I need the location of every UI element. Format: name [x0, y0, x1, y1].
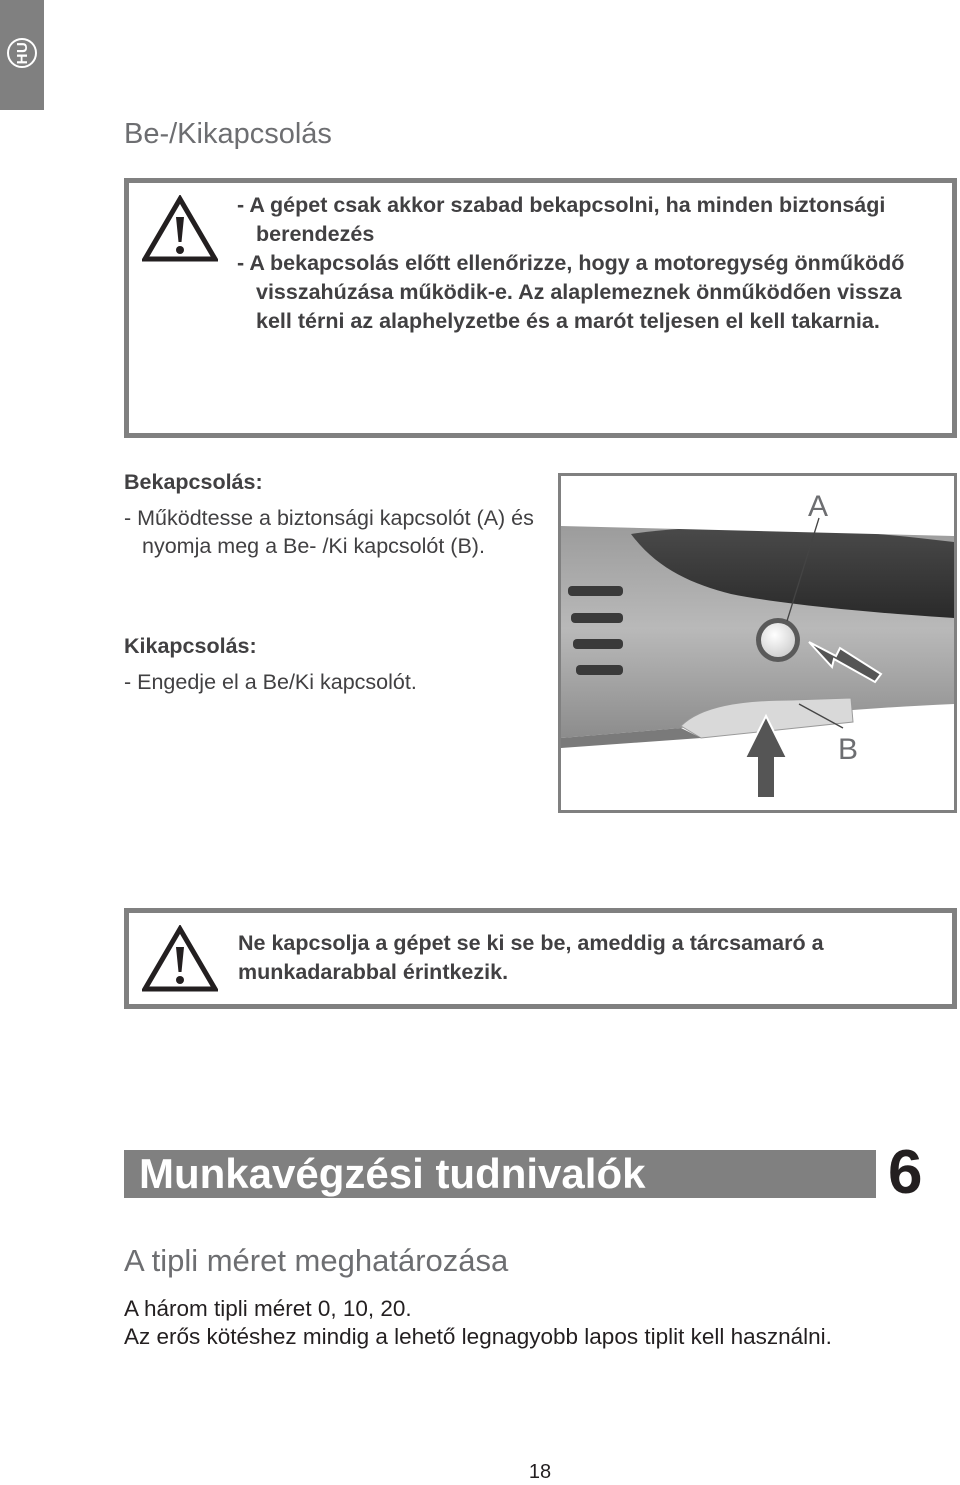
switch-figure: [558, 473, 957, 813]
warning-list: [238, 929, 938, 987]
dowel-size-text: [124, 1295, 832, 1351]
warning-box-contact: [124, 908, 957, 1009]
switch-off-block: [124, 632, 544, 696]
figure-label-a: A: [808, 490, 829, 523]
warning-box-safety: [124, 178, 957, 438]
warning-list: [237, 191, 937, 336]
tool-illustration: [561, 476, 954, 810]
chapter-title: Munkavégzési tudnivalók: [139, 1150, 646, 1197]
switch-on-heading: Bekapcsolás:: [124, 470, 263, 494]
chapter-bar: [124, 1150, 876, 1198]
language-tab: [0, 0, 44, 110]
page-number: 18: [528, 1461, 552, 1483]
chapter-number: 6: [888, 1138, 923, 1207]
warning-line: - A gépet csak akkor szabad bekapcsolni, ha minden biztonsági berendezés: [237, 193, 886, 246]
text-line: A három tipli méret 0, 10, 20.: [124, 1296, 412, 1321]
warning-line: - A bekapcsolás előtt ellenőrizze, hogy a motoregység önműködő visszahúzása működik-e. Az alaplemeznek önműködően vissza kell térni az alaphelyzetbe és a marót teljesen el kell takarnia.: [237, 251, 905, 333]
warning-triangle-icon: [142, 925, 218, 993]
language-label: HU: [7, 38, 37, 68]
section-title-switching: Be-/Kikapcsolás: [124, 118, 332, 150]
switch-off-text: - Engedje el a Be/Ki kapcsolót.: [124, 670, 417, 694]
switch-on-block: [124, 468, 544, 560]
section-title-dowel-size: A tipli méret meghatározása: [124, 1243, 509, 1278]
warning-line: Ne kapcsolja a gépet se ki se be, ameddig a tárcsamaró a munkadarabbal érintkezik.: [238, 931, 824, 984]
figure-label-b: B: [838, 733, 859, 766]
text-line: Az erős kötéshez mindig a lehető legnagyobb lapos tiplit kell használni.: [124, 1324, 832, 1349]
switch-on-text: - Működtesse a biztonsági kapcsolót (A) és nyomja meg a Be- /Ki kapcsolót (B).: [124, 506, 534, 558]
warning-triangle-icon: [142, 195, 218, 263]
switch-off-heading: Kikapcsolás:: [124, 634, 257, 658]
